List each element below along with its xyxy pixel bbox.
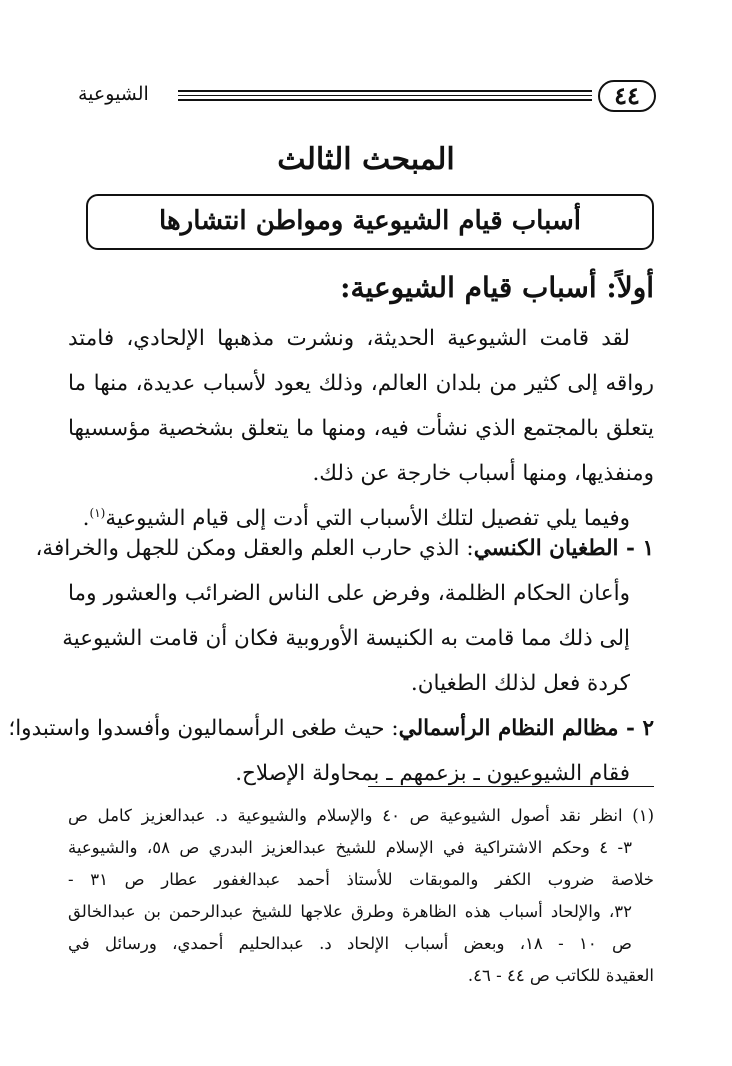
item-lead: مظالم النظام الرأسمالي bbox=[398, 716, 619, 741]
footnote-line: ص ١٠ - ١٨، وبعض أسباب الإلحاد د. عبدالحليم أحمدي، ورسائل في bbox=[68, 934, 632, 953]
item-number: ٢ - bbox=[618, 716, 654, 741]
item-lead: الطغيان الكنسي bbox=[473, 536, 619, 561]
running-header bbox=[78, 76, 656, 120]
footnote-line: ٣- ٤ وحكم الاشتراكية في الإسلام للشيخ عبدالعزيز البدري ص ٥٨، والشيوعية bbox=[68, 838, 632, 857]
text-line: رواقه إلى كثير من بلدان العالم، وذلك يعود لأسباب عديدة، منها ما bbox=[68, 371, 654, 396]
text-line: ومنفذيها، ومنها أسباب خارجة عن ذلك. bbox=[312, 461, 654, 486]
running-title: الشيوعية bbox=[78, 83, 149, 105]
text-line: يتعلق بالمجتمع الذي نشأت فيه، ومنها ما يتعلق بشخصية مؤسسيها bbox=[68, 416, 654, 441]
text-line: لقد قامت الشيوعية الحديثة، ونشرت مذهبها الإلحادي، فامتد bbox=[68, 326, 630, 351]
section-heading: أولاً: أسباب قيام الشيوعية: bbox=[340, 271, 654, 304]
item-number: ١ - bbox=[618, 536, 654, 561]
list-item-capitalist-injustice bbox=[8, 706, 654, 796]
footnote-reference: (١) bbox=[89, 505, 106, 520]
footnote-line: خلاصة ضروب الكفر والموبقات للأستاذ أحمد عبدالغفور عطار ص ٣١ - bbox=[68, 870, 654, 889]
footnote-line: (١) انظر نقد أصول الشيوعية ص ٤٠ والإسلام والشيوعية د. عبدالعزيز كامل ص bbox=[68, 806, 654, 825]
footnote-separator bbox=[368, 786, 654, 787]
text-line: كردة فعل لذلك الطغيان. bbox=[410, 671, 630, 696]
footnote-line: العقيدة للكاتب ص ٤٤ - ٤٦. bbox=[467, 966, 654, 985]
text-line bbox=[8, 706, 654, 751]
paragraph-causes-intro bbox=[68, 316, 654, 496]
boxed-section-title: أسباب قيام الشيوعية ومواطن انتشارها bbox=[86, 194, 654, 250]
text-line: إلى ذلك مما قامت به الكنيسة الأوروبية فكان أن قامت الشيوعية bbox=[62, 626, 630, 651]
page-number: ٤٤ bbox=[598, 80, 656, 112]
text-line bbox=[35, 526, 654, 571]
item-text: : الذي حارب العلم والعقل ومكن للجهل والخرافة، bbox=[35, 536, 474, 561]
footnote-line: ٣٢، والإلحاد أسباب هذه الظاهرة وطرق علاجها للشيخ عبدالرحمن بن عبدالخالق bbox=[68, 902, 632, 921]
item-text: : حيث طغى الرأسماليون وأفسدوا واستبدوا؛ bbox=[8, 716, 399, 741]
chapter-title: المبحث الثالث bbox=[277, 142, 455, 177]
header-rule bbox=[178, 90, 592, 101]
text-line: وأعان الحكام الظلمة، وفرض على الناس الضرائب والعشور وما bbox=[68, 581, 630, 606]
footnotes bbox=[68, 800, 654, 992]
list-item-church-tyranny bbox=[35, 526, 654, 706]
paragraph-text: وفيما يلي تفصيل لتلك الأسباب التي أدت إلى قيام الشيوعية bbox=[105, 506, 630, 531]
paragraph-end: . bbox=[82, 506, 90, 531]
text-line: فقام الشيوعيون ـ بزعمهم ـ بمحاولة الإصلاح. bbox=[235, 761, 630, 786]
